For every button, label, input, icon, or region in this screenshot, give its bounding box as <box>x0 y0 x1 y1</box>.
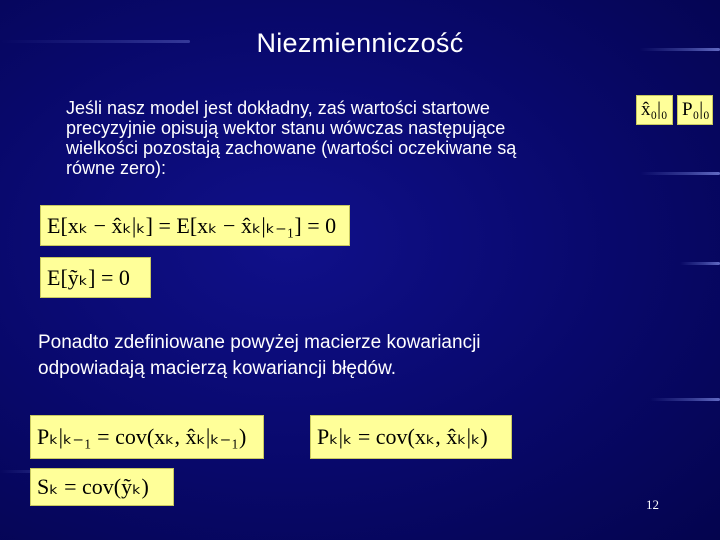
formula-p-initial: P₀|₀ <box>677 95 713 125</box>
covariance-line-2: odpowiadają macierzą kowariancji błędów. <box>38 358 397 379</box>
intro-paragraph <box>66 98 666 178</box>
decorative-streak <box>650 398 720 401</box>
intro-line-3: wielkości pozostają zachowane (wartości oczekiwane są <box>66 138 517 158</box>
covariance-paragraph <box>38 330 638 382</box>
intro-line-1: Jeśli nasz model jest dokładny, zaś wartości startowe <box>66 98 490 118</box>
formula-innovation-covariance: Sₖ = cov(ỹₖ) <box>30 468 174 506</box>
decorative-streak <box>680 262 720 265</box>
formula-innovation-expectation: E[ỹₖ] = 0 <box>40 257 151 298</box>
intro-line-2: precyzyjnie opisują wektor stanu wówczas następujące <box>66 118 506 138</box>
slide-title: Niezmienniczość <box>256 28 464 58</box>
formula-prior-covariance: Pₖ|ₖ₋₁ = cov(xₖ, x̂ₖ|ₖ₋₁) <box>30 415 264 459</box>
page-number: 12 <box>646 497 659 512</box>
covariance-line-1: Ponadto zdefiniowane powyżej macierze kowariancji <box>38 332 481 353</box>
intro-line-4: równe zero): <box>66 158 167 178</box>
formula-posterior-covariance: Pₖ|ₖ = cov(xₖ, x̂ₖ|ₖ) <box>310 415 512 459</box>
formula-state-error-expectation: E[xₖ − x̂ₖ|ₖ] = E[xₖ − x̂ₖ|ₖ₋₁] = 0 <box>40 205 350 246</box>
formula-x-initial: x̂₀|₀ <box>636 95 673 125</box>
